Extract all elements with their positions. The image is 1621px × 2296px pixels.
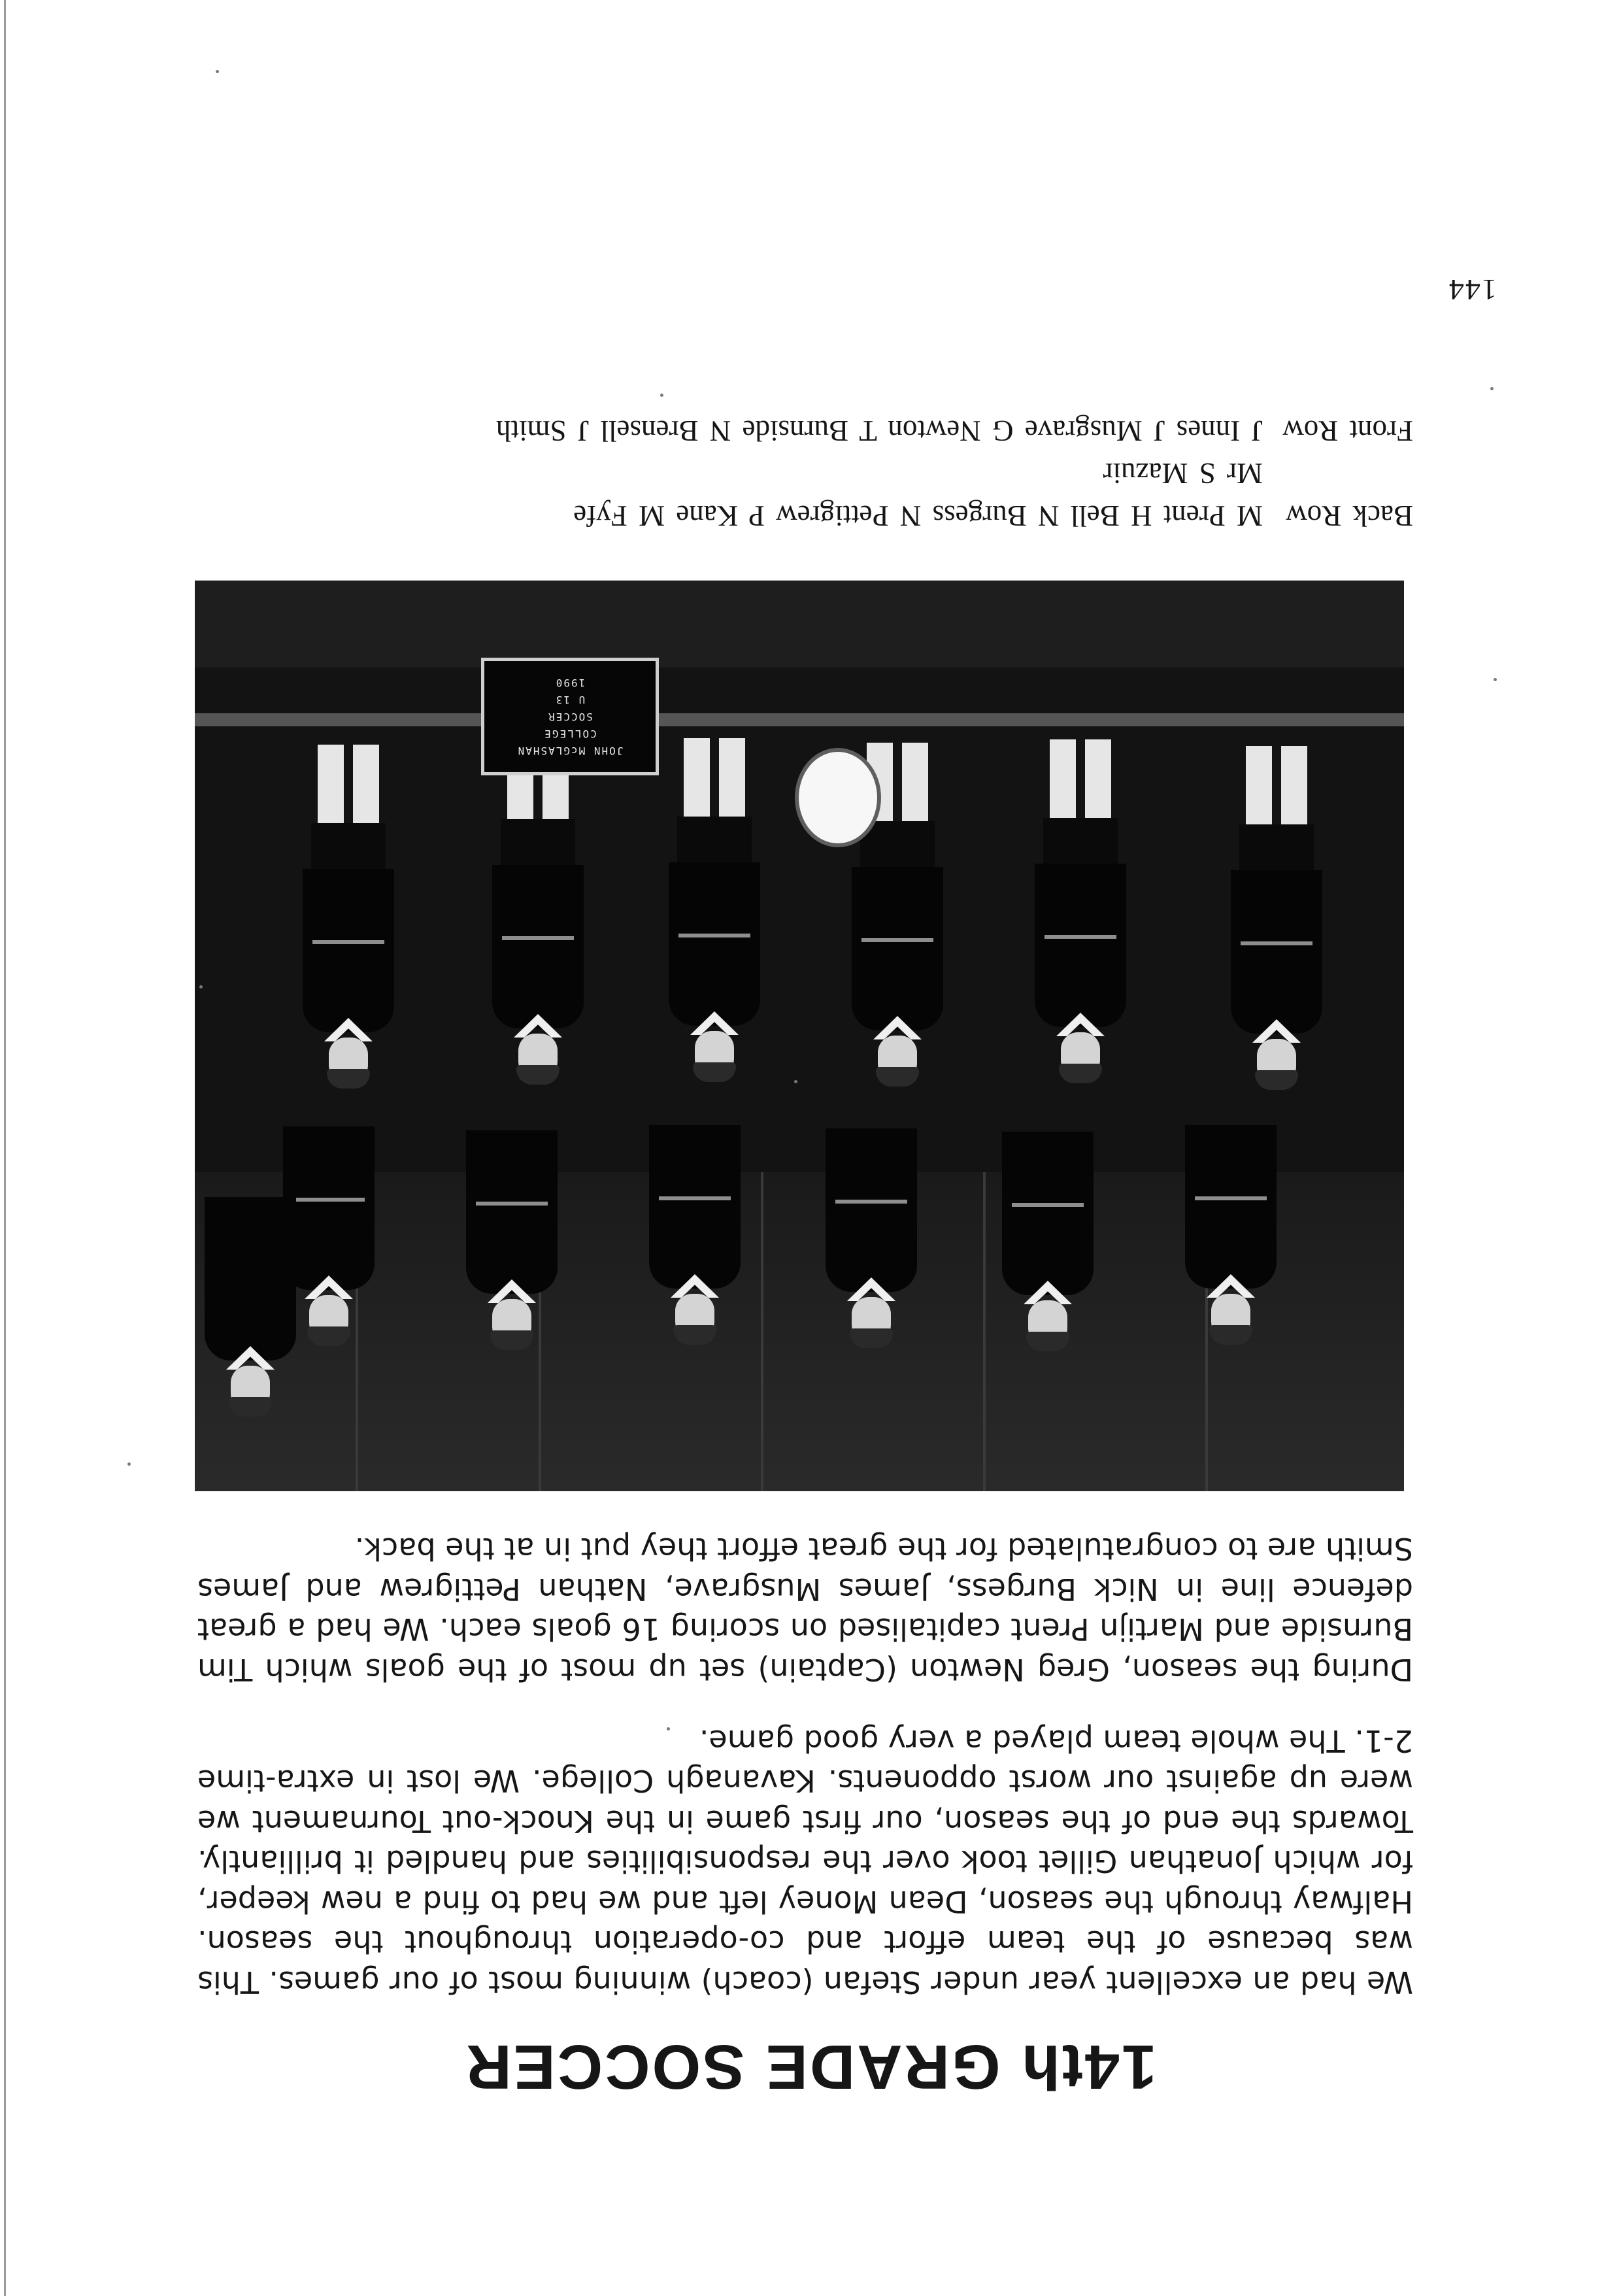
caption-back-row-label: Back Row	[1286, 499, 1413, 532]
photo-player-back-row	[999, 1132, 1097, 1347]
photo-player-back-row	[463, 1130, 561, 1346]
paragraph-season-summary: We had an excellent year under Stefan (coach) winning most of our games. This was because of the team effort and co-operation throughout the season. Halfway through the season, Dean Money left and we had to find a new keeper, for which Jonathan Gillet took over the responsibilities and handled it brilliantly. Towards the end of the season, our first game in the Knock-out Tournament we were up against our worst opponents. Kavanagh College. We lost in extra-time 2-1. The whole team played a very good game.	[197, 1723, 1413, 2000]
scan-speck	[199, 985, 203, 988]
caption-coach: Mr S Mazuir	[1103, 457, 1263, 490]
caption-front-row	[158, 414, 1413, 448]
photo-player-front-row	[1228, 870, 1326, 1086]
caption-front-row-label: Front Row	[1282, 414, 1413, 447]
scan-speck	[660, 394, 663, 397]
photo-player-front-row	[665, 862, 763, 1078]
photo-floor	[195, 581, 1404, 667]
scan-speck	[1490, 387, 1494, 390]
photo-bench	[195, 713, 1404, 726]
photo-player-front-row	[1031, 864, 1129, 1079]
page-number: 144	[1448, 273, 1497, 307]
team-photo	[195, 581, 1404, 1491]
photo-player-front-row	[489, 865, 587, 1081]
photo-sign-line: JOHN McGLASHAN	[516, 745, 624, 757]
paragraph-goals-defence: During the season, Greg Newton (Captain) set up most of the goals which Tim Burnside and Martijn Prent capitalised on scoring 16 goals each. We had a great defence line in Nick Burgess, James Musgrave, Nathan Pettigrew and James Smith are to congratulated for the great effort they put in at the back.	[197, 1531, 1413, 1687]
photo-player-front-row	[848, 867, 946, 1083]
photo-sign-line: U 13	[554, 694, 586, 706]
caption-back-row	[158, 499, 1413, 533]
scan-speck	[667, 1727, 670, 1730]
photo-player-back-row	[646, 1125, 744, 1341]
photo-sign-line: 1990	[554, 677, 586, 689]
page-heading: 14th GRADE SOCCER	[464, 2032, 1157, 2102]
scan-speck	[794, 1080, 797, 1083]
caption-front-row-names: J Innes J Musgrave G Newton T Burnside N Brensell J Smith	[495, 414, 1263, 447]
photo-coach	[201, 1197, 299, 1413]
scan-speck	[127, 1462, 131, 1466]
photo-soccer-ball	[795, 748, 881, 847]
photo-player-back-row	[822, 1128, 920, 1344]
photo-player-front-row	[299, 869, 397, 1085]
photo-team-sign	[481, 658, 659, 775]
scan-speck	[216, 70, 219, 73]
photo-sign-line: COLLEGE	[543, 728, 597, 740]
caption-back-row-names: M Prent H Bell N Burgess N Pettigrew P Kane M Fyfe	[573, 499, 1263, 532]
scan-speck	[1494, 678, 1497, 681]
photo-wall-panel	[983, 1172, 986, 1491]
photo-wall-panel	[761, 1172, 763, 1491]
photo-sign-line: SOCCER	[547, 711, 593, 723]
scan-margin-line	[4, 0, 6, 2296]
photo-player-back-row	[1182, 1125, 1280, 1341]
